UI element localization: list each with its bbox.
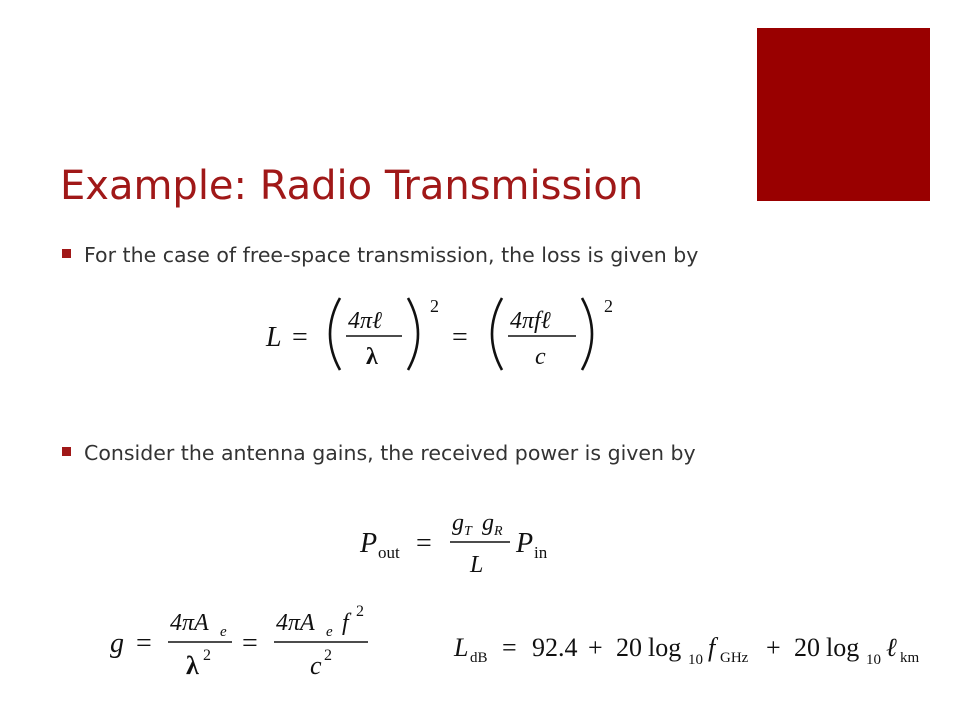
gain-lhs: g [110, 628, 124, 659]
power-rhs: P [516, 528, 534, 559]
loss-lhs: L [266, 322, 282, 353]
bullet-2-text: Consider the antenna gains, the received power is given by [84, 441, 696, 465]
left-paren-2 [492, 298, 502, 370]
loss-num-2: 4πfℓ [510, 308, 551, 334]
power-num-g2: g [482, 510, 494, 536]
gain-den-1-exp: 2 [203, 647, 211, 664]
loss-num-1: 4πℓ [348, 308, 383, 334]
loss-exp-1: 2 [430, 296, 439, 316]
square-bullet-icon [62, 249, 71, 258]
loss-eq-1: = [292, 322, 308, 353]
loss-db-plus-2: + [766, 633, 781, 662]
gain-num-1-sub: e [220, 624, 227, 640]
loss-db-log-2: log [826, 633, 860, 662]
loss-db-var-2-sub: km [900, 650, 920, 666]
power-den: L [470, 552, 484, 578]
power-num-g1: g [452, 510, 464, 536]
loss-equation [262, 292, 622, 376]
power-rhs-sub: in [534, 543, 548, 562]
loss-db-var-2: ℓ [886, 633, 897, 662]
left-paren-1 [330, 298, 340, 370]
loss-den-2: c [535, 344, 546, 370]
bullet-1 [62, 240, 722, 270]
right-paren-2 [582, 298, 592, 370]
loss-db-log-1: log [648, 633, 682, 662]
power-lhs-sub: out [378, 543, 400, 562]
power-eq: = [416, 528, 432, 559]
accent-block [757, 28, 930, 201]
gain-den-1: λ [186, 651, 199, 680]
gain-num-2-sub: e [326, 624, 333, 640]
loss-db-lhs: L [454, 633, 469, 662]
bullet-1-text: For the case of free-space transmission, the loss is given by [84, 243, 699, 267]
loss-exp-2: 2 [604, 296, 613, 316]
gain-eq-1: = [136, 628, 152, 659]
gain-den-2: c [310, 651, 322, 680]
gain-den-2-exp: 2 [324, 647, 332, 664]
slide-title: Example: Radio Transmission [60, 163, 644, 209]
power-lhs: P [360, 528, 378, 559]
loss-den-1: λ [366, 344, 378, 370]
loss-db-var-1-sub: GHz [720, 650, 749, 666]
square-bullet-icon [62, 447, 71, 456]
loss-db-lhs-sub: dB [470, 650, 488, 666]
loss-db-equation [452, 622, 950, 678]
loss-db-eq: = [502, 633, 517, 662]
gain-eq-2: = [242, 628, 258, 659]
gain-equation [106, 600, 406, 684]
loss-db-coef-1: 20 [616, 633, 642, 662]
loss-db-var-1: f [708, 633, 716, 662]
loss-db-plus-1: + [588, 633, 603, 662]
power-equation [358, 504, 578, 580]
loss-db-log-2-sub: 10 [866, 652, 881, 668]
loss-db-log-1-sub: 10 [688, 652, 703, 668]
gain-num-2-f: f [342, 610, 349, 636]
power-num-sub1: T [464, 524, 472, 539]
bullet-2 [62, 438, 722, 468]
loss-db-const: 92.4 [532, 633, 578, 662]
right-paren-1 [408, 298, 418, 370]
power-num-sub2: R [494, 524, 503, 539]
loss-db-coef-2: 20 [794, 633, 820, 662]
gain-num-2-exp: 2 [356, 603, 364, 620]
gain-num-1: 4πA [170, 610, 209, 636]
loss-eq-2: = [452, 322, 468, 353]
gain-num-2: 4πA [276, 610, 315, 636]
